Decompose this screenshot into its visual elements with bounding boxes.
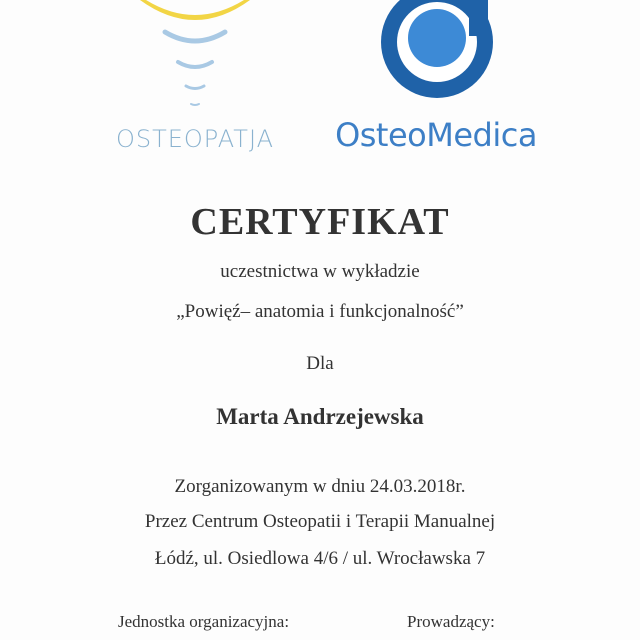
organizing-unit-label: Jednostka organizacyjna: [118, 612, 290, 631]
lecturer-label: Prowadzący: [407, 612, 495, 631]
osteomedica-logo-graphic [370, 0, 505, 112]
osteopatja-logo-graphic [120, 0, 270, 120]
recipient-name: Marta Andrzejewska [216, 404, 424, 429]
organizer-line: Przez Centrum Osteopatii i Terapii Manualnej [144, 511, 496, 532]
osteopatja-logo-text: OSTEOPATJA [115, 125, 275, 153]
osteomedica-logo-text: OsteoMedica [335, 116, 537, 154]
for-label: Dla [306, 353, 334, 374]
certificate-title: CERTYFIKAT [190, 201, 450, 243]
lecture-title: „Powięź– anatomia i funkcjonalność” [176, 301, 464, 322]
address-line: Łódź, ul. Osiedlowa 4/6 / ul. Wrocławska 7 [154, 548, 486, 569]
certificate-subtitle: uczestnictwa w wykładzie [220, 261, 420, 282]
date-line: Zorganizowanym w dniu 24.03.2018r. [174, 476, 466, 497]
